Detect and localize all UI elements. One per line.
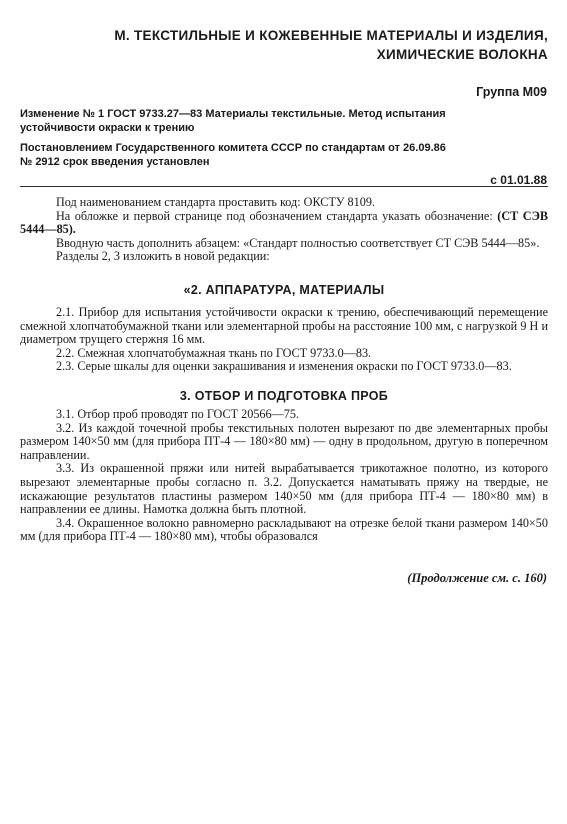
header-title-line-1: М. ТЕКСТИЛЬНЫЕ И КОЖЕВЕННЫЕ МАТЕРИАЛЫ И ИЗДЕЛИЯ, <box>114 28 548 43</box>
intro-paragraph-2-designation: (СТ СЭВ 5444—85). <box>20 208 548 237</box>
section-2-body <box>20 306 548 374</box>
section-3-paragraph-3: 3.3. Из окрашенной пряжи или нитей вырабатывается трикотажное полотно, из которого вырезают элементарные пробы согласно п. 3.2. Допускается наматывать пряжу на твердые, не искажающие результатов пластины размером 140×50 мм (для прибора ПТ-4 — 180×80 мм) в направлении ее длины. Намотка должна быть плотной. <box>20 461 548 517</box>
decree-notice <box>20 141 548 169</box>
change-notice <box>20 107 548 135</box>
divider-line <box>20 186 548 187</box>
section-2-paragraph-1: 2.1. Прибор для испытания устойчивости окраски к трению, обеспечивающий перемещение смежной хлопчатобумажной ткани или элементарной пробы на расстояние 100 мм, с нагрузкой 9 Н и диаметром трущего стержня 16 мм. <box>20 305 548 347</box>
intro-paragraph-3: Вводную часть дополнить абзацем: «Стандарт полностью соответствует СТ СЭВ 5444—85». <box>56 235 540 250</box>
continuation-note: (Продолжение см. с. 160) <box>407 571 547 585</box>
intro-paragraph-2 <box>20 210 548 237</box>
section-3-paragraph-4: 3.4. Окрашенное волокно равномерно раскладывают на отрезке белой ткани размером 140×50 мм (для прибора ПТ-4 — 180×80 мм), чтобы образовался <box>20 515 548 544</box>
section-2-title: «2. АППАРАТУРА, МАТЕРИАЛЫ <box>183 283 385 297</box>
intro-block <box>20 196 548 264</box>
intro-paragraph-1: Под наименованием стандарта проставить код: ОКСТУ 8109. <box>56 195 375 209</box>
intro-paragraph-2-text: На обложке и первой странице под обозначением стандарта указать обозначение: <box>56 208 493 223</box>
header-title-line-2: ХИМИЧЕСКИЕ ВОЛОКНА <box>376 47 548 62</box>
section-3-paragraph-2: 3.2. Из каждой точечной пробы текстильных полотен вырезают по две элементарных пробы размером 140×50 мм (для прибора ПТ-4 — 180×80 мм) — одну в продольном, другую в поперечном направлении. <box>20 420 548 462</box>
change-notice-line-1: Изменение № 1 ГОСТ 9733.27—83 Материалы текстильные. Метод испытания <box>20 108 446 120</box>
section-2-paragraph-2: 2.2. Смежная хлопчатобумажная ткань по ГОСТ 9733.0—83. <box>56 345 372 360</box>
header-title <box>78 26 548 64</box>
section-3-title: 3. ОТБОР И ПОДГОТОВКА ПРОБ <box>179 389 389 403</box>
decree-line-1: Постановлением Государственного комитета СССР по стандартам от 26.09.86 <box>20 142 446 154</box>
intro-paragraph-4: Разделы 2, 3 изложить в новой редакции: <box>56 249 270 264</box>
change-notice-line-2: устойчивости окраски к трению <box>20 122 195 134</box>
effective-date: с 01.01.88 <box>490 173 547 187</box>
decree-line-2: № 2912 срок введения установлен <box>20 156 210 168</box>
section-3-paragraph-1: 3.1. Отбор проб проводят по ГОСТ 20566—75. <box>56 407 300 421</box>
section-3-body <box>20 408 548 544</box>
group-code: Группа М09 <box>476 85 547 99</box>
section-2-paragraph-3: 2.3. Серые шкалы для оценки закрашивания и изменения окраски по ГОСТ 9733.0—83. <box>56 359 512 374</box>
